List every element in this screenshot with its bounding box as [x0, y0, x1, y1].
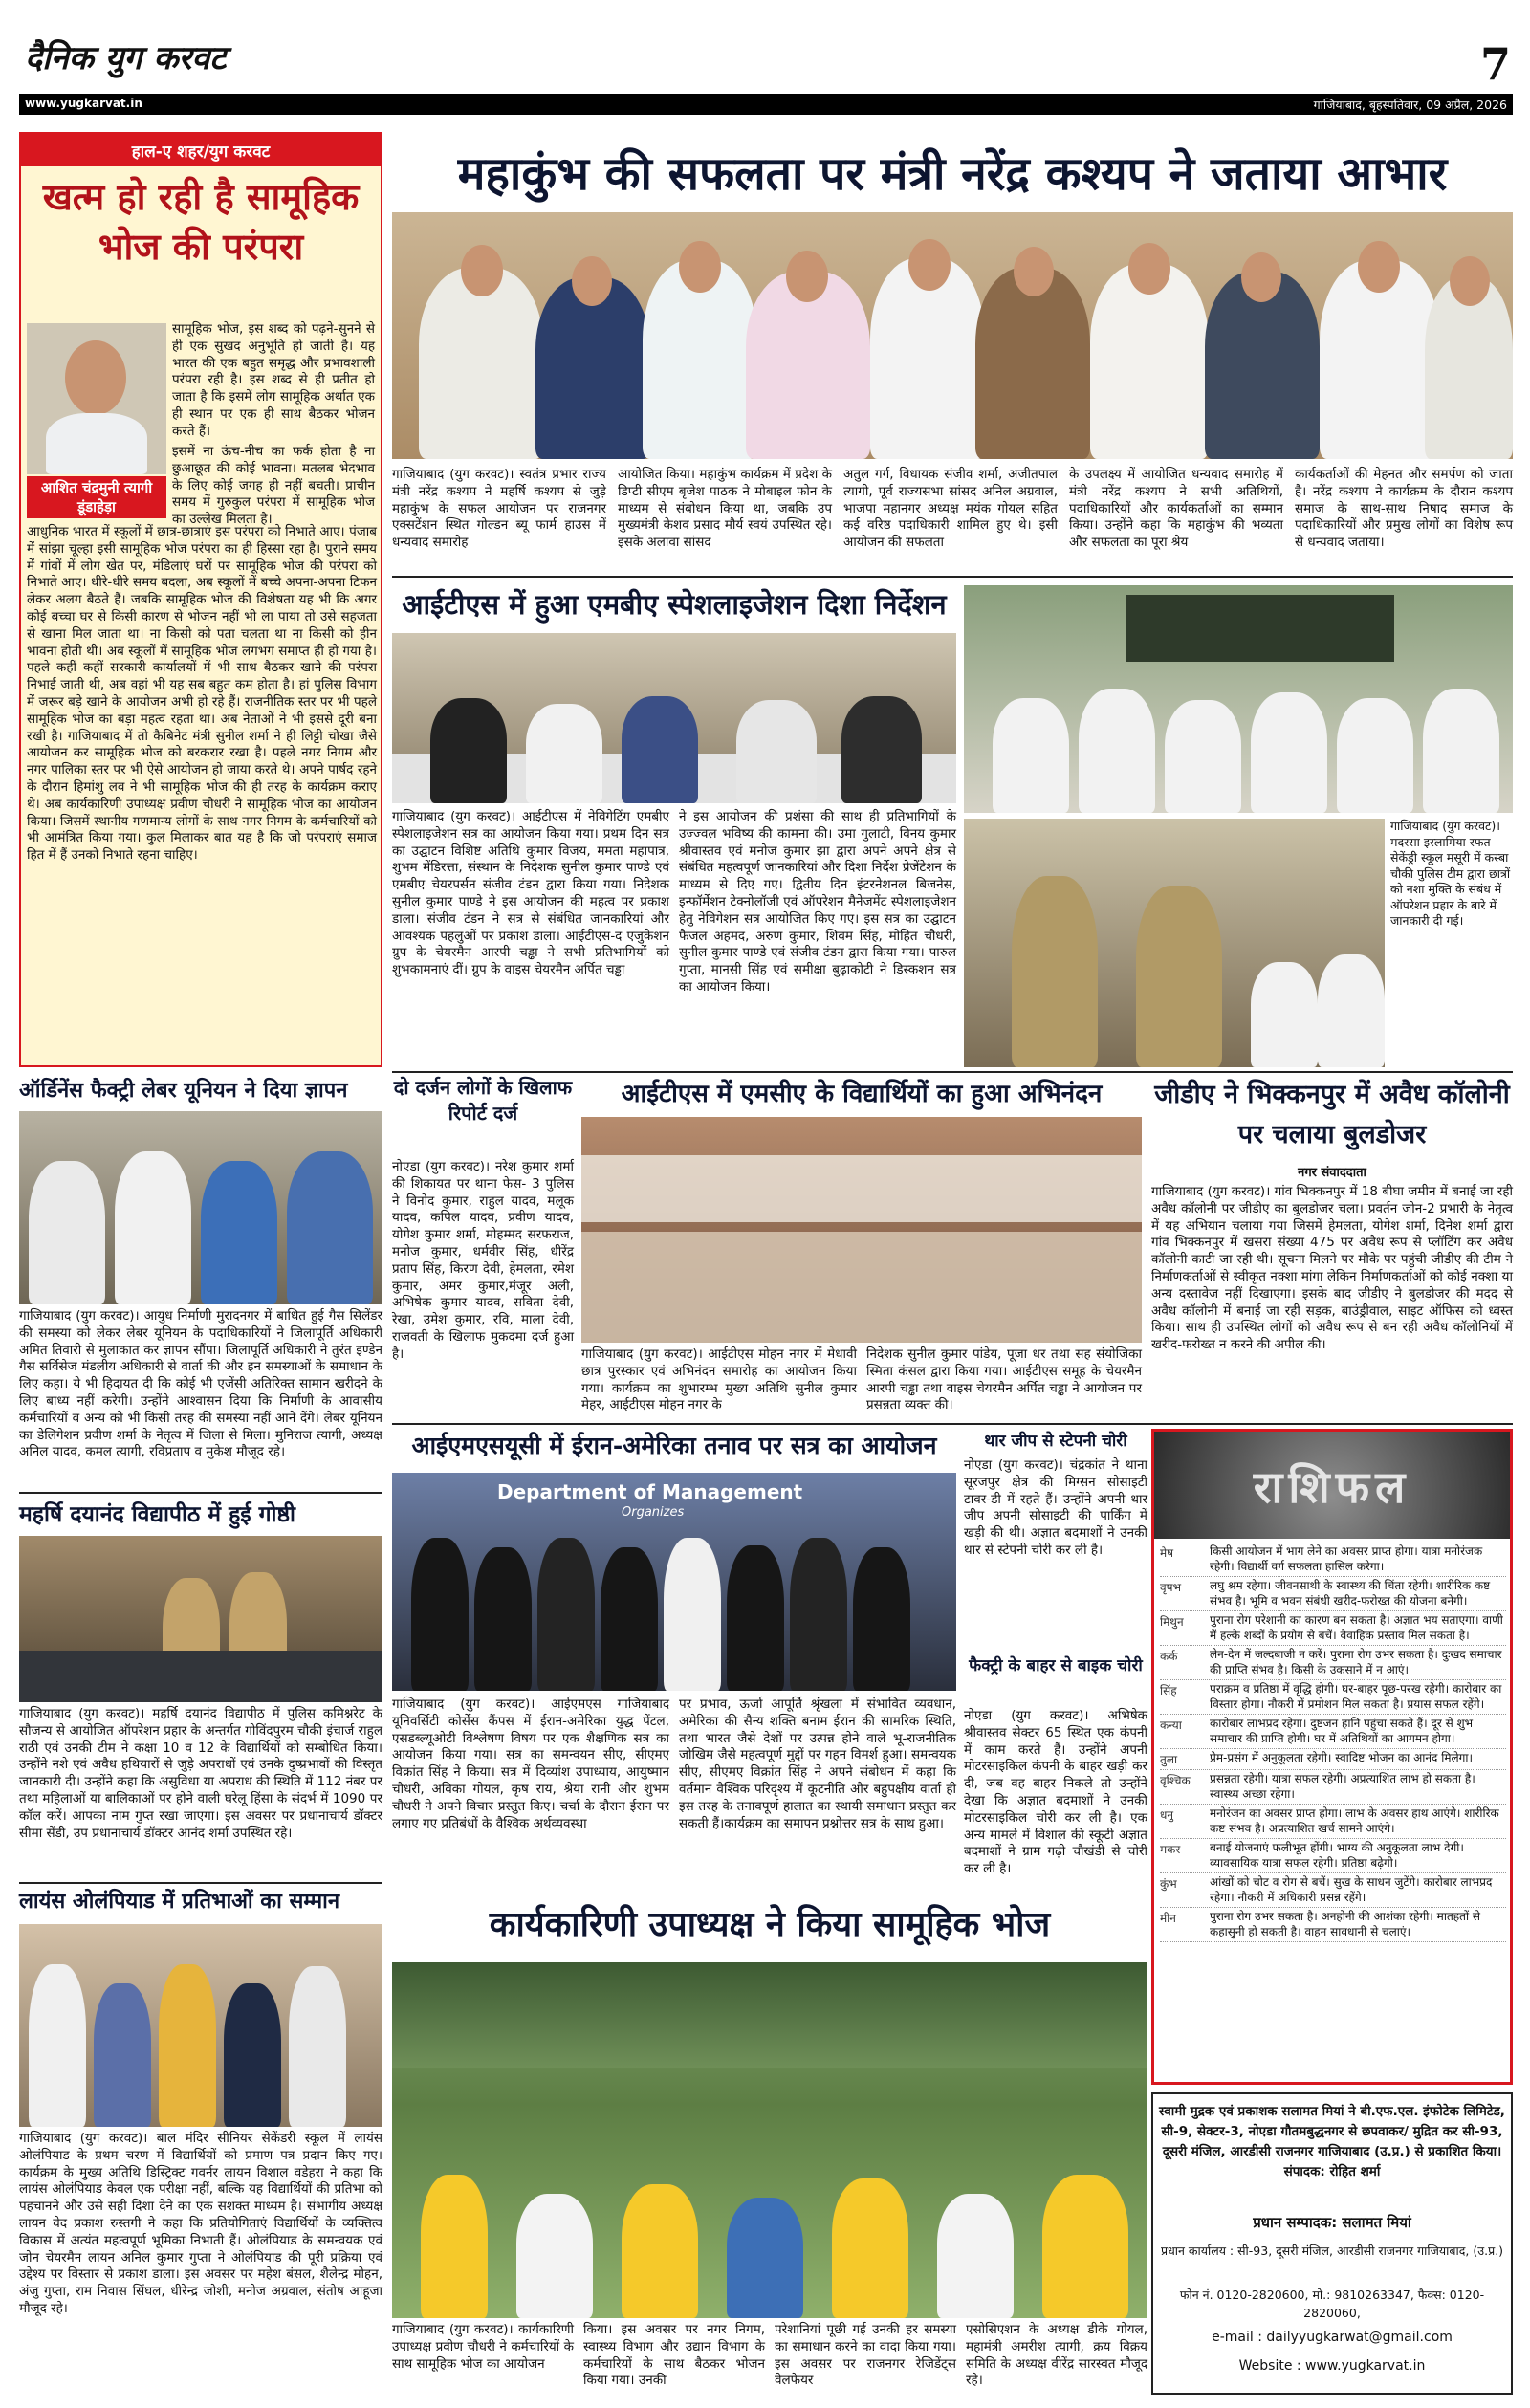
imprint-text: स्वामी मुद्रक एवं प्रकाशक सलामत मियां ने बी.एफ.एल. इंफोटेक लिमिटेड, सी-9, सेक्टर-3, नोएडा गौतमबुद्धनगर से छपवाकर/ मुद्रित कर सी-93, दूसरी मंजिल, आरडीसी राजनगर गाजियाबाद (उ.प्र.) से प्रकाशित किया। संपादक: रोहित शर्मा — [1159, 2104, 1505, 2179]
rashifal-sign: कन्या — [1160, 1718, 1182, 1732]
s6-headline: लायंस ओलंपियाड में प्रतिभाओं का सम्मान — [19, 1889, 340, 1914]
rashifal-row — [1160, 1611, 1506, 1646]
s4-headline: ऑर्डिनेंस फैक्ट्री लेबर यूनियन ने दिया ज्ञापन — [19, 1078, 348, 1103]
s2-col-5: कार्यकर्ताओं की मेहनत और समर्पण को जाता है। नरेंद्र कश्यप ने कार्यक्रम के दौरान कश्यप समाज के साथ-साथ निषाद समाज के पदाधिकारियों और प्रमुख लोगों का विशेष रूप से धन्यवाद जताया। — [1295, 467, 1513, 551]
s3-student — [1079, 689, 1155, 813]
imprint-editor: प्रधान सम्पादक: सलामत मियां — [1253, 2214, 1411, 2231]
s6-person — [289, 1966, 346, 2127]
rashifal-text: प्रसन्नता रहेगी। यात्रा सफल रहेगी। अप्रत्याशित लाभ हो सकता है। स्वास्थ्य अच्छा रहेगा। — [1210, 1772, 1475, 1801]
s2-head — [908, 239, 951, 291]
s8-col-1: गाजियाबाद (युग करवट)। आईटीएस मोहन नगर में मेधावी छात्र पुरस्कार एवं अभिनंदन समारोह का आयोजन किया गया। कार्यक्रम का शुभारम्भ मुख्य अतिथि सुनील कुमार मेहर, आईटीएस मोहन नगर के — [581, 1346, 857, 1413]
story-para-3: आधुनिक भारत में स्कूलों में छात्र-छात्राएं इस परंपरा को निभाते आए। पंजाब में सांझा चूल्हा इसी सामूहिक भोज परंपरा का ही हिस्सा रहा है। पुराने समय में गांवों में लोग खेत पर, मंडिलाएं घरों पर सामूहिक भोज की परंपरा को निभाते आए। धीरे-धीरे समय बदला, अब स्कूलों में बच्चे अपना-अपना टिफन लेकर अलग बैठते हैं। जबकि सामूहिक भोज की विशेषता यह भी कि अगर कोई बच्चा घर से किसी कारण से भोजन नहीं भी ला पाया तो उसे सहजता से खाना मिल जाता था। ना किसी को पता चलता था ना किसी को हीन भावना होती थी। अब स्कूलों में सामूहिक भोज लगभग समाप्त ही हो गया है। पहले कहीं कहीं सरकारी कार्यालयों में भी साथ बैठकर खाने की परंपरा निभाई जाती थी, अब वहां भी यह सब बहुत कम होता है। हां पुलिस विभाग में जरूर बड़े खाने के आयोजन अभी हो रहे हैं। राजनीतिक स्तर पर भी पहले सामूहिक भोज का बड़ा महत्व रहता था। अब नेताओं ने भी इससे दूरी बना रखी है। गाजियाबाद में तो कैबिनेट मंत्री सुनील शर्मा ने ही लिट्टी चोखा जैसे आयोजन कर सामूहिक भोज को बरकरार रखा है। पहले नगर निगम और नगर पालिका स्तर पर भी ऐसे आयोजन हो जाया करते थे। अपने पार्षद रहने के दौरान हिमांशु लव ने भी सामूहिक भोज की ही तरह के कार्यक्रम कराए थे। अब कार्यकारिणी उपाध्यक्ष प्रवीण चौधरी ने सामूहिक भोज का आयोजन किया। जिसमें स्थानीय गणमान्य लोगों के साथ नगर निगम के कर्मचारियों को भी आमंत्रित किया गया। कुल मिलाकर बात यह है कि जो परंपराएं समाज हित में हैं उनको निभाते रहना चाहिए। — [27, 524, 377, 864]
imprint-website[interactable]: Website : www.yugkarvat.in — [1238, 2358, 1426, 2374]
s2-head — [1128, 243, 1170, 295]
s3-student — [1423, 689, 1499, 813]
s3-person — [526, 704, 602, 803]
kicker-label: हाल-ए शहर/युग करवट — [131, 142, 271, 162]
rashifal-row — [1160, 1646, 1506, 1680]
author-photo — [27, 323, 166, 474]
s9-body: गाजियाबाद (युग करवट)। गांव भिक्कनपुर में 18 बीघा जमीन में बनाई जा रही अवैध कॉलोनी पर जीडीए का बुलडोजर चला। प्रवर्तन जोन-2 प्रभारी के नेतृत्व में यह अभियान चलाया गया जिसमें हेमलता, योगेश शर्मा, दिनेश शर्मा द्वारा गांव भिक्कनपुर में खसरा संख्या 475 पर अवैध रूप से प्लॉटिंग कर अवैध कॉलोनी काटी जा रही थी। सूचना मिलने पर मौके पर पहुंची जीडीए की टीम ने निर्माणकर्ताओं से स्वीकृत नक्शा मांगा लेकिन निर्माणकर्ताओं को कोई नक्शा या अन्य दस्तावेज नहीं दिखाएगा। इसके बाद जीडीए ने बुलडोजर की मदद से अवैध कॉलोनी में बनाई जा रही सड़क, बाउंड्रीवाल, साइट ऑफिस को ध्वस्त किया। साथ ही उपस्थित लोगों को अवैध रूप से बन रही अवैध कॉलोनियों में खरीद-फरोख्त न करने की अपील की। — [1151, 1184, 1513, 1353]
s2-headline: महाकुंभ की सफलता पर मंत्री नरेंद्र कश्यप ने जताया आभार — [457, 147, 1448, 201]
s2-head — [572, 256, 612, 306]
s5-photo — [19, 1536, 382, 1702]
rashifal-text: किसी आयोजन में भाग लेने का अवसर प्राप्त होगा। यात्रा मनोरंजक रहेगी। विद्यार्थी वर्ग सफलता हासिल करेगा। — [1210, 1544, 1483, 1573]
rashifal-text: पराक्रम व प्रतिष्ठा में वृद्धि होगी। घर-बाहर पूछ-परख रहेगी। कारोबार का विस्तार होगा। नौकरी में प्रमोशन मिल सकता है। प्रयास सफल रहेंगे। — [1210, 1682, 1502, 1711]
rashifal-sign: धनु — [1160, 1808, 1174, 1822]
rashifal-row — [1160, 1680, 1506, 1715]
s2-head — [679, 241, 721, 293]
s10-col-1: गाजियाबाद (युग करवट)। आईएमएस गाजियाबाद यूनिवर्सिटी कोर्सेस कैंपस में ईरान-अमेरिका युद्ध पेंटल, एसडब्ल्यूओटी विश्लेषण विषय पर एक शैक्षणिक सत्र का आयोजन किया गया। सत्र का समन्वयन सीए, सीएमए विक्रांत सिंह ने किया। सत्र में दिव्यांश उपाध्याय, आयुष्मान चौधरी, अविका गोयल, कृष राय, श्रेया रानी और शुभम चौधरी ने अपने विचार प्रस्तुत किए। चर्चा के दौरान ईरान पर लगाए गए प्रतिबंधों के वैश्विक अर्थव्यवस्था — [392, 1697, 669, 1831]
s8-headline: आईटीएस में एमसीए के विद्यार्थियों का हुआ अभिनंदन — [621, 1080, 1103, 1108]
s7-headline: दो दर्जन लोगों के खिलाफ रिपोर्ट दर्ज — [393, 1076, 573, 1125]
s3-col-2: ने इस आयोजन की प्रशंसा की साथ ही प्रतिभागियों के उज्ज्वल भविष्य की कामना की। उमा गुलाटी, विनय कुमार श्रीवास्तव एवं मनोज कुमार झा द्वारा अपने अपने क्षेत्र से संबंधित महत्वपूर्ण जानकारियां और दिशा निर्देश प्रेजेंटेशन के माध्यम से दिए गए। द्वितीय दिन इंटरनेशनल बिजनेस, इन्फॉर्मेशन टेक्नोलॉजी एवं ऑपरेशन मैनेजमेंट स्पेशलाइजेशन हेतु नेविगेशन सत्र आयोजित किए गए। इस सत्र का उद्घाटन फैजल अहमद, अरुण कुमार, शिवम सिंह, मोहित चौधरी, सुनील कुमार पाण्डे एवं संजीव टंडन द्वारा किया गया। पारुल गुप्ता, मानसी सिंह एवं समीक्षा बुढ़ाकोटी ने डिस्कशन सत्र का आयोजन किया। — [679, 809, 956, 995]
s13-person — [622, 2184, 698, 2318]
page-number: 7 — [1479, 38, 1511, 90]
dateline: गाजियाबाद, बृहस्पतिवार, 09 अप्रैल, 2026 — [1313, 98, 1507, 112]
s11-body: नोएडा (युग करवट)। चंद्रकांत ने थाना सूरजपुर क्षेत्र की मिग्सन सोसाइटी टावर-डी में रहते हैं। उन्होंने अपनी थार जीप अपनी सोसाइटी की पार्किंग में खड़ी की थी। अज्ञात बदमाशों ने उनकी थार से स्टेपनी चोरी कर ली है। — [964, 1457, 1148, 1558]
s10-banner-line1: Department of Management — [497, 1480, 803, 1503]
rashifal-row — [1160, 1805, 1506, 1839]
rashifal-sign: कर्क — [1160, 1650, 1178, 1663]
author-face — [65, 340, 126, 415]
rashifal-title: राशिफल — [1253, 1461, 1411, 1513]
story-headline: खत्म हो रही है सामूहिक भोज की परंपरा — [42, 175, 360, 268]
s2-head — [1450, 256, 1490, 306]
s10-person — [790, 1538, 847, 1691]
brand-title: दैनिक युग करवट — [25, 39, 227, 77]
s8-crowd-front — [581, 1232, 1142, 1343]
masthead-bar — [19, 94, 1513, 115]
imprint-email[interactable]: e-mail : dailyyugkarwat@gmail.com — [1212, 2330, 1453, 2345]
author-shirt — [46, 413, 147, 474]
rashifal-sign: मीन — [1160, 1912, 1176, 1925]
s8-crowd-back — [581, 1155, 1142, 1222]
s12-headline: फैक्ट्री के बाहर से बाइक चोरी — [969, 1656, 1143, 1675]
s6-person — [159, 1964, 216, 2127]
s4-photo — [19, 1111, 382, 1304]
s2-photo — [392, 212, 1513, 459]
s2-person — [975, 268, 1090, 459]
rashifal-row — [1160, 1908, 1506, 1942]
s3-col-1: गाजियाबाद (युग करवट)। आईटीएस में नेविगेटिंग एमबीए स्पेशलाइजेशन सत्र का आयोजन किया गया। प्रथम दिन सत्र का उद्घाटन विशिष्ट अतिथि कुमार विजय, ममता महापात्र, शुभम मेंडिरत्ता, संस्थान के निदेशक सुनील कुमार पाण्डे एवं एमबीए चेयरपर्सन संजीव टंडन द्वारा किया गया। निदेशक सुनील कुमार पाण्डे ने इस आयोजन की महत्व पर प्रकाश डाला। संजीव टंडन ने सत्र से संबंधित जानकारियां और आवश्यक पहलुओं पर प्रकाश डाला। आईटीएस-द एजुकेशन ग्रुप के चेयरमैन आरपी चड्ढा ने सभी प्रतिभागियों को शुभकामनाएं दीं। ग्रुप के वाइस चेयरमैन अर्पित चड्ढा — [392, 809, 669, 978]
s13-person — [727, 2198, 803, 2318]
rashifal-sign: सिंह — [1160, 1684, 1177, 1697]
s3-person — [430, 698, 507, 803]
s13-col-3: परेशानियां पूछी गई उनकी हर समस्या का समाधान करने का वादा किया गया। इस अवसर पर राजनगर रेजिडेंट्स वेलफेयर — [775, 2322, 956, 2389]
s10-person — [853, 1547, 910, 1691]
s5-body: गाजियाबाद (युग करवट)। महर्षि दयानंद विद्यापीठ में पुलिस कमिश्नरेट के सौजन्य से आयोजित ऑपरेशन प्रहार के अन्तर्गत गोविंदपुरम चौकी इंचार्ज राहुल राठी एवं उनकी टीम ने कक्षा 10 व 12 के विद्यार्थियों को सम्बोधित किया। उन्होंने नशे एवं अवैध हथियारों से जुड़े अपराधों एवं उनके दुष्प्रभावों की विस्तृत जानकारी दी। उन्होंने कहा कि असुविधा या अपराध की स्थिति में 112 नंबर पर तथा महिलाओं या बालिकाओं पर होने वाली घरेलू हिंसा के संदर्भ में 1090 पर कॉल करें। आपका नाम गुप्त रखा जाएगा। इस अवसर पर प्रधानाचार्य डॉक्टर सीमा सेंडी, उप प्रधानाचार्य डॉक्टर आनंद शर्मा उपस्थित रहे। — [19, 1706, 382, 1841]
s2-col-4: के उपलक्ष्य में आयोजित धन्यवाद समारोह में मंत्री नरेंद्र कश्यप ने सभी अतिथियों, पदाधिकारियों और कार्यकर्ताओं का सम्मान किया। उन्होंने कहा कि महाकुंभ की भव्यता और सफलता का पूरा श्रेय — [1069, 467, 1283, 551]
s8-photo — [581, 1117, 1142, 1343]
rashifal-row — [1160, 1770, 1506, 1805]
s3-classroom-photo-bottom — [964, 819, 1385, 1067]
kicker-band — [21, 134, 381, 166]
rashifal-text: बनाई योजनाएं फलीभूत होंगी। भाग्य की अनुकूलता लाभ देगी। व्यावसायिक यात्रा सफल रहेगी। प्रतिष्ठा बढ़ेगी। — [1210, 1841, 1464, 1870]
s6-person — [29, 1964, 86, 2127]
rashifal-row — [1160, 1873, 1506, 1908]
s13-trees — [392, 1962, 1148, 2068]
s3-headline: आईटीएस में हुआ एमबीए स्पेशलाइजेशन दिशा निर्देशन — [402, 588, 947, 621]
s13-person — [832, 2178, 908, 2318]
s13-col-2: किया। इस अवसर पर नगर निगम, स्वास्थ्य विभाग और उद्यान विभाग के कर्मचारियों के साथ बैठकर भोजन किया गया। उनकी — [583, 2322, 765, 2389]
s10-col-2: पर प्रभाव, ऊर्जा आपूर्ति श्रृंखला में संभावित व्यवधान, अमेरिका की सैन्य शक्ति बनाम ईरान की सामरिक स्थिति, तथा भारत जैसे देशों पर उत्पन्न होने वाले भू-राजनीतिक जोखिम जैसे महत्वपूर्ण मुद्दों पर गहन विमर्श हुआ। समन्वयक सीए, सीएमए विक्रांत सिंह ने अपने संबोधन में कहा कि वर्तमान वैश्विक परिदृश्य में कूटनीति और बहुपक्षीय वार्ता ही इस तरह के तनावपूर्ण हालात का स्थायी समाधान प्रस्तुत कर सकती हैं।कार्यक्रम का समापन प्रश्नोत्तर सत्र के साथ हुआ। — [679, 1697, 956, 1831]
s3-student — [993, 698, 1069, 813]
s8-col-2: निदेशक सुनील कुमार पांडेय, पूजा धर तथा सह संयोजिका स्मिता कंसल द्वारा किया गया। आईटीएस समूह के चेयरमैन आरपी चड्ढा तथा वाइस चेयरमैन अर्पित चड्ढा ने आयोजन पर प्रसन्नता व्यक्त की। — [866, 1346, 1142, 1413]
s13-person — [1042, 2175, 1128, 2318]
s10-person — [474, 1547, 532, 1691]
s10-headline: आईएमएसयूसी में ईरान-अमेरिका तनाव पर सत्र का आयोजन — [411, 1432, 937, 1459]
rashifal-box — [1151, 1429, 1513, 2085]
rashifal-sign: वृषभ — [1160, 1581, 1182, 1594]
story-samuhik-bhoj — [19, 132, 382, 1067]
s2-head — [1358, 241, 1400, 293]
s4-person — [115, 1151, 191, 1304]
website-link[interactable]: www.yugkarvat.in — [25, 97, 142, 110]
s3-classroom-photo-top — [964, 585, 1513, 813]
story-para-1: सामूहिक भोज, इस शब्द को पढ़ने-सुनने से ही एक सुखद अनुभूति हो जाती है। यह भारत की एक बहुत समृद्ध और प्रभावशाली परंपरा रही है। इस शब्द से ही प्रतीत हो जाता है कि इसमें लोग सामूहिक अर्थात एक ही स्थान पर एक ही साथ बैठकर भोजन करते हैं। — [172, 321, 375, 439]
s6-photo — [19, 1924, 382, 2127]
rashifal-text: मनोरंजन का अवसर प्राप्त होगा। लाभ के अवसर हाथ आएंगे। शारीरिक कष्ट संभव है। अप्रत्याशित खर्च सामने आएंगे। — [1210, 1806, 1499, 1835]
rashifal-banner — [1154, 1432, 1510, 1539]
s10-person — [727, 1545, 784, 1691]
s3-person — [622, 696, 698, 803]
rashifal-sign: मिथुन — [1160, 1615, 1184, 1629]
s10-banner-line2: Organizes — [622, 1505, 685, 1520]
s11-headline: थार जीप से स्टेपनी चोरी — [984, 1432, 1127, 1451]
s2-col-2: आयोजित किया। महाकुंभ कार्यक्रम में प्रदेश के डिप्टी सीएम बृजेश पाठक ने मोबाइल फोन के माध्यम से संबोधन किया था, जबकि उप मुख्यमंत्री केशव प्रसाद मौर्य स्वयं उपस्थित रहे। इसके अलावा सांसद — [618, 467, 832, 551]
rashifal-sign: मेष — [1160, 1546, 1174, 1560]
rashifal-sign: मकर — [1160, 1843, 1181, 1856]
rashifal-row — [1160, 1839, 1506, 1873]
s9-headline: जीडीए ने भिक्कनपुर में अवैध कॉलोनी पर चलाया बुलडोजर — [1154, 1080, 1510, 1149]
s2-head — [786, 251, 828, 302]
s3-student — [1165, 700, 1241, 813]
s2-person — [419, 268, 543, 459]
imprint-phone: फोन नं. 0120-2820600, मो.: 9810263347, फैक्स: 0120-2820060, — [1179, 2288, 1485, 2320]
s10-person — [664, 1538, 721, 1691]
s2-divider — [392, 576, 1513, 578]
s10-person — [411, 1538, 469, 1691]
s5-divider — [19, 1882, 382, 1884]
s7-body: नोएडा (युग करवट)। नरेश कुमार शर्मा की शिकायत पर थाना फेस- 3 पुलिस ने विनोद कुमार, राहुल यादव, मलूक यादव, कपिल यादव, प्रवीण यादव, योगेश कुमार शर्मा, मोहम्मद सरफराज, मनोज कुमार, धर्मवीर सिंह, धीरेंद्र प्रताप सिंह, किरण देवी, हेमलता, रमेश कुमार, अमर कुमार,मंजूर अली, अभिषेक कुमार यादव, सविता देवी, रेखा, उमेश कुमार, रवि, माला देवी, राजवती के खिलाफ मुकदमा दर्ज हुआ है। — [392, 1159, 574, 1362]
s9-byline: नगर संवाददाता — [1298, 1166, 1366, 1180]
s13-col-4: एसोसिएशन के अध्यक्ष डीके गोयल, महामंत्री अमरीश त्यागी, क्रय विक्रय समिति के अध्यक्ष वीरेंद्र सारस्वत मौजूद रहे। — [966, 2322, 1148, 2389]
s3-photo — [392, 633, 956, 803]
s3-officer — [1136, 886, 1222, 1067]
author-name: आशित चंद्रमुनी त्यागी डूंडाहेड़ा — [27, 476, 166, 518]
s3-person — [842, 696, 922, 803]
rashifal-sign: तुला — [1160, 1753, 1178, 1766]
s2-col-3: अतुल गर्ग, विधायक संजीव शर्मा, अजीतपाल त्यागी, पूर्व राज्यसभा सांसद अनिल अग्रवाल, भाजपा महानगर अध्यक्ष मयंक गोयल सहित कई वरिष्ठ पदाधिकारी शामिल हुए थे। इसी आयोजन की सफलता — [843, 467, 1058, 551]
rashifal-row — [1160, 1749, 1506, 1770]
rashifal-text: लेन-देन में जल्दबाजी न करें। पुराना रोग उभर सकता है। दुःखद समाचार की प्राप्ति संभव है। किसी के उकसाने में न आएं। — [1210, 1648, 1502, 1676]
rashifal-text: पुराना रोग परेशानी का कारण बन सकता है। अज्ञात भय सताएगा। वाणी में हल्के शब्दों के प्रयोग से बचें। वैवाहिक प्रस्ताव मिल सकता है। — [1210, 1613, 1503, 1642]
s4-person — [29, 1161, 105, 1304]
s3-student — [1251, 962, 1318, 1067]
s10-photo — [392, 1473, 956, 1691]
s3-officer — [1012, 876, 1098, 1067]
s2-col-1: गाजियाबाद (युग करवट)। स्वतंत्र प्रभार राज्य मंत्री नरेंद्र कश्यप ने महर्षि कश्यप से जुड़े महाकुंभ के सफल आयोजन पर राजनगर एक्सटेंशन स्थित गोल्डन ब्यू फार्म हाउस में धन्यवाद समारोह — [392, 467, 606, 551]
imprint-office: प्रधान कार्यालय : सी-93, दूसरी मंजिल, आरडीसी राजनगर गाजियाबाद, (उ.प्र.) — [1160, 2244, 1504, 2258]
rashifal-sign: वृश्चिक — [1160, 1774, 1191, 1787]
s3-person — [736, 700, 817, 803]
s6-person — [94, 1983, 151, 2127]
s3-student — [1251, 692, 1327, 813]
s3-photo-caption: गाजियाबाद (युग करवट)। मदरसा इस्लामिया रफत सेकेंड्री स्कूल मसूरी में कस्बा चौकी पुलिस टीम द्वारा छात्रों को नशा मुक्ति के संबंध में ऑपरेशन प्रहार के बारे में जानकारी दी गई। — [1390, 819, 1511, 928]
rashifal-row — [1160, 1715, 1506, 1749]
s2-head — [1014, 247, 1054, 296]
s13-person — [421, 2175, 488, 2318]
rashifal-list — [1160, 1543, 1506, 2078]
imprint-box — [1151, 2092, 1513, 2395]
rashifal-row — [1160, 1543, 1506, 1577]
s4-person — [287, 1151, 373, 1304]
s5-headline: महर्षि दयानंद विद्यापीठ में हुई गोष्ठी — [19, 1501, 295, 1527]
story-para-2: इसमें ना ऊंच-नीच का फर्क होता है ना छुआछूत की कोई भावना। मतलब भेदभाव के लिए कोई जगह ही नहीं बचती। प्राचीन समय में गुरुकुल परंपरा में सामूहिक भोज का उल्लेख मिलता है। — [172, 444, 375, 528]
s6-person — [224, 1983, 281, 2127]
rashifal-text: प्रेम-प्रसंग में अनुकूलता रहेगी। स्वादिष्ट भोजन का आनंद मिलेगा। — [1210, 1751, 1474, 1764]
s4-body: गाजियाबाद (युग करवट)। आयुध निर्माणी मुरादनगर में बाधित हुई गैस सिलेंडर की समस्या को लेकर लेबर यूनियन के पदाधिकारियों ने जिलापूर्ति अधिकारी अमित तिवारी से मुलाकात कर ज्ञापन सौंपा। जिलापूर्ति अधिकारी ने तुरंत इण्डेन गैस सर्विसेज मंडलीय अधिकारी से वार्ता की और इन समस्याओं के समाधान के लिए कहा। ये भी हिदायत दी कि कोई भी एजेंसी अतिरिक्त सामान खरीदने के लिए बाध्य नहीं करेगी। उन्होंने आश्वासन दिया कि निर्माणी के आवासीय कर्मचारियों व अन्य को भी किसी तरह की समस्या नहीं आने देंगे। लेबर यूनियन का डेलिगेशन प्रवीण शर्मा के नेतृत्व में जिला से मिला। मुनिराज त्यागी, अध्यक्ष अनिल यादव, कमल त्यागी, रविप्रताप व मुकेश मौजूद रहे। — [19, 1308, 382, 1460]
rashifal-row — [1160, 1577, 1506, 1611]
rashifal-text: लघु श्रम रहेगा। जीवनसाथी के स्वास्थ्य की चिंता रहेगी। शारीरिक कष्ट संभव है। भूमि व भवन संबंधी खरीद-फरोख्त की योजना बनेगी। — [1210, 1579, 1491, 1608]
s3-student — [1337, 698, 1413, 813]
s3-blackboard — [1126, 595, 1394, 662]
rashifal-text: पुराना रोग उभर सकता है। अनहोनी की आशंका रहेगी। मातहतों से कहासुनी हो सकती है। वाहन सावधानी से चलाएं। — [1210, 1910, 1481, 1938]
s3-student — [1318, 954, 1385, 1067]
masthead — [0, 0, 1530, 117]
rashifal-text: आंखों को चोट व रोग से बचें। सुख के साधन जुटेंगे। कारोबार लाभप्रद रहेगा। नौकरी में अधिकारी प्रसन्न रहेंगे। — [1210, 1875, 1493, 1904]
s12-body: नोएडा (युग करवट)। अभिषेक श्रीवास्तव सेक्टर 65 स्थित एक कंपनी में काम करते हैं। उन्होंने अपनी मोटरसाइकिल कंपनी के बाहर खड़ी कर दी, जब वह बाहर निकले तो उन्होंने देखा कि अज्ञात बदमाशों ने उनकी मोटरसाइकिल चोरी कर ली है। एक अन्य मामले में विशाल की स्कूटी अज्ञात बदमाशों ने ग्राम गढ़ी चौखंडी से चोरी कर ली है। — [964, 1708, 1148, 1877]
s13-col-1: गाजियाबाद (युग करवट)। कार्यकारिणी उपाध्यक्ष प्रवीण चौधरी ने कर्मचारियों के साथ सामूहिक भोज का आयोजन — [392, 2322, 574, 2372]
rashifal-sign: कुंभ — [1160, 1877, 1177, 1891]
s3-divider — [392, 1071, 1513, 1073]
s4-divider — [19, 1492, 382, 1494]
rashifal-text: कारोबार लाभप्रद रहेगा। दुष्टजन हानि पहुंचा सकते हैं। दूर से शुभ समाचार की प्राप्ति होगी। घर में अतिथियों का आगमन होगा। — [1210, 1717, 1474, 1745]
s4-person — [201, 1161, 277, 1304]
s13-photo — [392, 1962, 1148, 2318]
s5-crowd — [19, 1651, 382, 1702]
s2-head — [1241, 252, 1281, 302]
s10-person — [601, 1547, 658, 1691]
s2-head — [461, 245, 503, 296]
s13-headline: कार्यकारिणी उपाध्यक्ष ने किया सामूहिक भोज — [489, 1904, 1051, 1944]
s10-person — [537, 1538, 595, 1691]
s6-body: गाजियाबाद (युग करवट)। बाल मंदिर सीनियर सेकेंडरी स्कूल में लायंस ओलंपियाड के प्रथम चरण में विद्यार्थियों को प्रमाण पत्र प्रदान किए गए। कार्यक्रम के मुख्य अतिथि डिस्ट्रिक्ट गवर्नर लायन विशाल वडेहरा ने कहा कि लायंस ओलंपियाड केवल एक परीक्षा नहीं, बल्कि यह विद्यार्थियों की प्रतिभा को पहचानने और उसे सही दिशा देने का एक सशक्त माध्यम है। संभागीय अध्यक्ष लायन वेद प्रकाश रुस्तगी ने कहा कि प्रतियोगिताएं विद्यार्थियों के व्यक्तित्व विकास में अत्यंत महत्वपूर्ण भूमिका निभाती हैं। ओलंपियाड के समन्वयक एवं जोन चेयरमैन लायन अनिल कुमार गुप्ता ने ओलंपियाड की पूरी प्रक्रिया एवं उद्देश्य पर विस्तार से प्रकाश डाला। इस अवसर पर महेश बंसल, शैलेन्द्र मोहन, अंजु गुप्ता, राम निवास सिंघल, धीरेन्द्र जोशी, मनोज अग्रवाल, संतोष आहूजा मौजूद रहे। — [19, 2131, 382, 2316]
s13-person — [937, 2194, 1014, 2318]
s9-divider — [392, 1423, 1513, 1425]
s13-person — [516, 2194, 593, 2318]
